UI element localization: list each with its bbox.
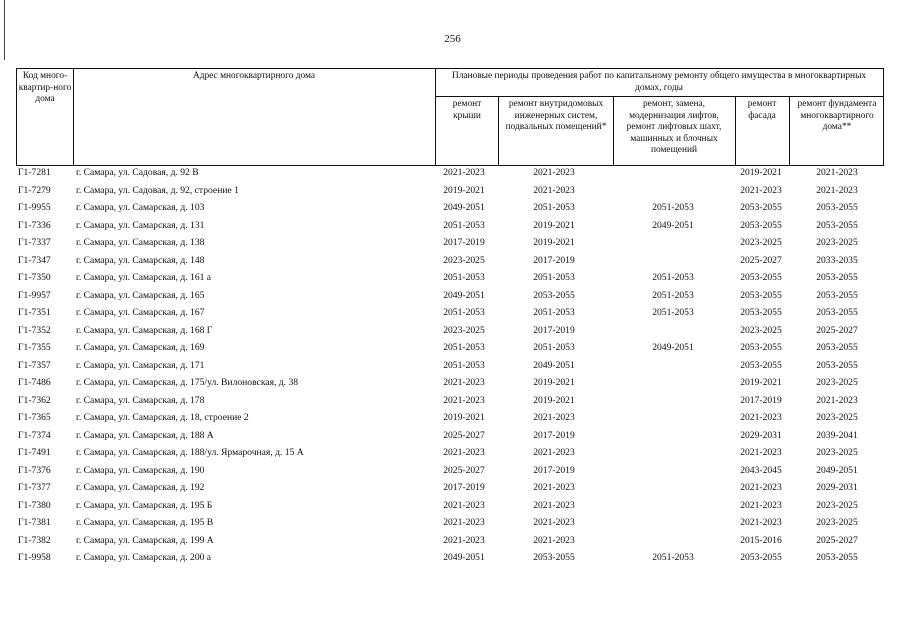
cell-roof: 2021-2023 <box>443 534 485 546</box>
cell-code: Г1-7336 <box>18 219 51 231</box>
cell-code: Г1-7486 <box>18 377 51 388</box>
cell-address: г. Самара, ул. Самарская, д. 199 А <box>76 534 214 546</box>
cell-engineering: 2019-2021 <box>533 377 575 388</box>
header-roof: ремонт крыши <box>452 99 482 121</box>
cell-code: Г1-7376 <box>18 464 51 476</box>
cell-facade: 2053-2055 <box>740 289 782 301</box>
table-row <box>16 165 884 183</box>
cell-code: Г1-7377 <box>18 482 51 493</box>
cell-elevators: 2049-2051 <box>652 219 694 231</box>
cell-roof: 2049-2051 <box>443 289 485 301</box>
cell-facade: 2019-2021 <box>740 167 782 178</box>
page-number: 256 <box>444 33 461 45</box>
cell-engineering: 2017-2019 <box>533 324 575 336</box>
cell-address: г. Самара, ул. Самарская, д. 195 В <box>76 517 214 528</box>
header-foundation: ремонт фундамента многоквартирного дома** <box>797 99 877 133</box>
cell-roof: 2025-2027 <box>443 464 485 476</box>
cell-roof: 2023-2025 <box>443 254 485 266</box>
cell-engineering: 2021-2023 <box>533 167 575 178</box>
cell-roof: 2021-2023 <box>443 377 485 388</box>
cell-engineering: 2019-2021 <box>533 237 575 248</box>
cell-address: г. Самара, ул. Садовая, д. 92, строение 1 <box>76 184 239 196</box>
table-row <box>16 375 884 393</box>
cell-code: Г1-7491 <box>18 447 51 458</box>
cell-foundation: 2025-2027 <box>816 324 858 336</box>
cell-foundation: 2039-2041 <box>816 429 858 441</box>
table-header <box>16 68 884 166</box>
cell-engineering: 2021-2023 <box>533 517 575 528</box>
cell-roof: 2021-2023 <box>443 394 485 406</box>
cell-facade: 2019-2021 <box>740 377 782 388</box>
cell-engineering: 2021-2023 <box>533 482 575 493</box>
cell-foundation: 2033-2035 <box>816 254 858 266</box>
cell-engineering: 2017-2019 <box>533 254 575 266</box>
cell-address: г. Самара, ул. Самарская, д. 165 <box>76 289 205 301</box>
cell-foundation: 2023-2025 <box>816 377 858 388</box>
cell-address: г. Самара, ул. Самарская, д. 188/ул. Ярмарочная, д. 15 А <box>76 447 304 458</box>
header-engineering: ремонт внутридомовых инженерных систем, подвальных помещений* <box>505 99 607 133</box>
table-row <box>16 218 884 236</box>
cell-engineering: 2017-2019 <box>533 429 575 441</box>
cell-facade: 2021-2023 <box>740 184 782 196</box>
table-row <box>16 340 884 358</box>
header-facade: ремонт фасада <box>747 99 777 121</box>
cell-roof: 2021-2023 <box>443 167 485 178</box>
cell-roof: 2049-2051 <box>443 202 485 213</box>
cell-roof: 2051-2053 <box>443 219 485 231</box>
cell-foundation: 2029-2031 <box>816 482 858 493</box>
cell-code: Г1-7362 <box>18 394 51 406</box>
table-row <box>16 358 884 376</box>
cell-elevators: 2051-2053 <box>652 552 694 563</box>
cell-foundation: 2053-2055 <box>816 202 858 213</box>
cell-engineering: 2019-2021 <box>533 394 575 406</box>
table-row <box>16 253 884 271</box>
cell-foundation: 2023-2025 <box>816 237 858 248</box>
cell-code: Г1-7350 <box>18 272 51 283</box>
table-row <box>16 305 884 323</box>
cell-engineering: 2051-2053 <box>533 202 575 213</box>
cell-roof: 2017-2019 <box>443 482 485 493</box>
cell-facade: 2053-2055 <box>740 272 782 283</box>
cell-foundation: 2053-2055 <box>816 289 858 301</box>
cell-engineering: 2021-2023 <box>533 412 575 423</box>
table-row <box>16 200 884 218</box>
cell-roof: 2019-2021 <box>443 412 485 423</box>
cell-facade: 2025-2027 <box>740 254 782 266</box>
header-elevators: ремонт, замена, модернизация лифтов, ремонт лифтовых шахт, машинных и блочных помещений <box>626 99 722 156</box>
table-body <box>16 165 884 568</box>
cell-code: Г1-7355 <box>18 342 51 353</box>
cell-address: г. Самара, ул. Самарская, д. 175/ул. Вилоновская, д. 38 <box>76 377 299 388</box>
cell-engineering: 2017-2019 <box>533 464 575 476</box>
cell-code: Г1-7281 <box>18 167 51 178</box>
cell-roof: 2021-2023 <box>443 499 485 511</box>
cell-engineering: 2051-2053 <box>533 307 575 318</box>
table-row <box>16 288 884 306</box>
cell-facade: 2021-2023 <box>740 517 782 528</box>
cell-foundation: 2021-2023 <box>816 184 858 196</box>
cell-roof: 2025-2027 <box>443 429 485 441</box>
cell-foundation: 2021-2023 <box>816 394 858 406</box>
cell-foundation: 2023-2025 <box>816 517 858 528</box>
table-row <box>16 463 884 481</box>
cell-foundation: 2021-2023 <box>816 167 858 178</box>
table-row <box>16 428 884 446</box>
cell-code: Г1-7357 <box>18 359 51 371</box>
cell-facade: 2017-2019 <box>740 394 782 406</box>
cell-code: Г1-9958 <box>18 552 51 563</box>
cell-facade: 2023-2025 <box>740 324 782 336</box>
cell-engineering: 2049-2051 <box>533 359 575 371</box>
cell-engineering: 2053-2055 <box>533 552 575 563</box>
header-code: Код много-квартир-ного дома <box>18 71 72 105</box>
cell-address: г. Самара, ул. Самарская, д. 192 <box>76 482 205 493</box>
cell-engineering: 2053-2055 <box>533 289 575 301</box>
cell-address: г. Самара, ул. Самарская, д. 167 <box>76 307 205 318</box>
cell-address: г. Самара, ул. Самарская, д. 200 а <box>76 552 212 563</box>
header-periods: Плановые периоды проведения работ по капитальному ремонту общего имущества в многоквартирных домах, годы <box>451 71 867 93</box>
cell-address: г. Самара, ул. Самарская, д. 171 <box>76 359 205 371</box>
cell-code: Г1-9957 <box>18 289 51 301</box>
cell-elevators: 2051-2053 <box>652 272 694 283</box>
cell-roof: 2017-2019 <box>443 237 485 248</box>
cell-foundation: 2049-2051 <box>816 464 858 476</box>
cell-address: г. Самара, ул. Самарская, д. 18, строение 2 <box>76 412 249 423</box>
cell-engineering: 2051-2053 <box>533 272 575 283</box>
cell-engineering: 2021-2023 <box>533 534 575 546</box>
cell-facade: 2053-2055 <box>740 552 782 563</box>
cell-roof: 2051-2053 <box>443 272 485 283</box>
cell-elevators: 2051-2053 <box>652 289 694 301</box>
table-row <box>16 445 884 463</box>
cell-elevators: 2049-2051 <box>652 342 694 353</box>
cell-facade: 2023-2025 <box>740 237 782 248</box>
cell-roof: 2023-2025 <box>443 324 485 336</box>
cell-code: Г1-9955 <box>18 202 51 213</box>
cell-foundation: 2053-2055 <box>816 552 858 563</box>
cell-facade: 2021-2023 <box>740 412 782 423</box>
cell-code: Г1-7365 <box>18 412 51 423</box>
table-row <box>16 235 884 253</box>
table-row <box>16 323 884 341</box>
cell-foundation: 2053-2055 <box>816 342 858 353</box>
cell-engineering: 2021-2023 <box>533 184 575 196</box>
cell-facade: 2043-2045 <box>740 464 782 476</box>
table-row <box>16 183 884 201</box>
cell-facade: 2021-2023 <box>740 499 782 511</box>
page-binding-line <box>4 0 5 60</box>
cell-facade: 2053-2055 <box>740 359 782 371</box>
cell-facade: 2053-2055 <box>740 219 782 231</box>
header-address: Адрес многоквартирного дома <box>192 71 316 81</box>
cell-address: г. Самара, ул. Самарская, д. 138 <box>76 237 205 248</box>
cell-address: г. Самара, ул. Самарская, д. 188 А <box>76 429 214 441</box>
cell-address: г. Самара, ул. Самарская, д. 148 <box>76 254 205 266</box>
cell-foundation: 2023-2025 <box>816 412 858 423</box>
table-row <box>16 550 884 568</box>
cell-foundation: 2053-2055 <box>816 272 858 283</box>
cell-code: Г1-7337 <box>18 237 51 248</box>
cell-code: Г1-7374 <box>18 429 51 441</box>
cell-roof: 2049-2051 <box>443 552 485 563</box>
cell-engineering: 2051-2053 <box>533 342 575 353</box>
cell-engineering: 2021-2023 <box>533 499 575 511</box>
cell-facade: 2015-2016 <box>740 534 782 546</box>
cell-code: Г1-7380 <box>18 499 51 511</box>
cell-address: г. Самара, ул. Самарская, д. 161 а <box>76 272 212 283</box>
table-row <box>16 515 884 533</box>
cell-code: Г1-7279 <box>18 184 51 196</box>
cell-code: Г1-7382 <box>18 534 51 546</box>
cell-facade: 2053-2055 <box>740 307 782 318</box>
cell-address: г. Самара, ул. Самарская, д. 168 Г <box>76 324 213 336</box>
cell-facade: 2021-2023 <box>740 447 782 458</box>
cell-code: Г1-7347 <box>18 254 51 266</box>
cell-foundation: 2023-2025 <box>816 447 858 458</box>
cell-roof: 2051-2053 <box>443 359 485 371</box>
cell-roof: 2051-2053 <box>443 342 485 353</box>
cell-foundation: 2053-2055 <box>816 307 858 318</box>
cell-code: Г1-7351 <box>18 307 51 318</box>
cell-facade: 2021-2023 <box>740 482 782 493</box>
table-row <box>16 533 884 551</box>
cell-elevators: 2051-2053 <box>652 202 694 213</box>
cell-code: Г1-7381 <box>18 517 51 528</box>
cell-address: г. Самара, ул. Самарская, д. 190 <box>76 464 205 476</box>
cell-code: Г1-7352 <box>18 324 51 336</box>
cell-address: г. Самара, ул. Самарская, д. 169 <box>76 342 205 353</box>
cell-address: г. Самара, ул. Самарская, д. 131 <box>76 219 205 231</box>
cell-foundation: 2025-2027 <box>816 534 858 546</box>
cell-facade: 2029-2031 <box>740 429 782 441</box>
cell-foundation: 2053-2055 <box>816 359 858 371</box>
table-row <box>16 480 884 498</box>
table-row <box>16 393 884 411</box>
cell-facade: 2053-2055 <box>740 202 782 213</box>
cell-address: г. Самара, ул. Самарская, д. 178 <box>76 394 205 406</box>
cell-foundation: 2053-2055 <box>816 219 858 231</box>
cell-elevators: 2051-2053 <box>652 307 694 318</box>
cell-address: г. Самара, ул. Самарская, д. 103 <box>76 202 205 213</box>
cell-roof: 2019-2021 <box>443 184 485 196</box>
table-row <box>16 270 884 288</box>
cell-engineering: 2021-2023 <box>533 447 575 458</box>
cell-foundation: 2023-2025 <box>816 499 858 511</box>
cell-facade: 2053-2055 <box>740 342 782 353</box>
table-row <box>16 410 884 428</box>
cell-roof: 2021-2023 <box>443 517 485 528</box>
cell-address: г. Самара, ул. Садовая, д. 92 В <box>76 167 199 178</box>
cell-address: г. Самара, ул. Самарская, д. 195 Б <box>76 499 213 511</box>
cell-engineering: 2019-2021 <box>533 219 575 231</box>
table-row <box>16 498 884 516</box>
cell-roof: 2021-2023 <box>443 447 485 458</box>
cell-roof: 2051-2053 <box>443 307 485 318</box>
